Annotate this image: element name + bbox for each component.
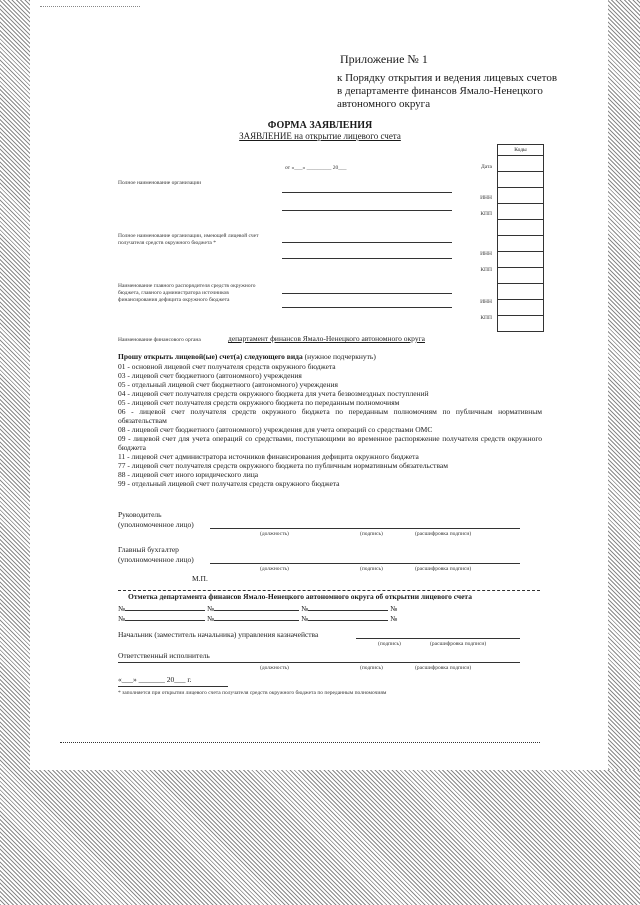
stamp-mark: М.П. <box>192 574 208 583</box>
org-name-label: Полное наименование организации <box>118 180 202 186</box>
num-label: № <box>207 614 215 623</box>
account-type-05b: 05 - лицевой счет получателя средств окружного бюджета по переданным полномочиям <box>118 398 400 407</box>
finance-body-label: Наименование финансового органа <box>118 337 201 343</box>
form-title: ФОРМА ЗАЯВЛЕНИЯ <box>267 120 373 131</box>
head-label-2: (уполномоченное лицо) <box>118 520 194 529</box>
recipient-label: Полное наименование организации, имеющей лицевой счет получателя средств окружного бюджета * <box>118 233 259 246</box>
head-caption-decode: (расшифровка подписи) <box>415 531 472 537</box>
code-label-kpp-1: КПП <box>480 211 492 217</box>
account-type-11: 11 - лицевой счет администратора источников финансирования дефицита окружного бюджета <box>118 452 419 461</box>
account-type-77: 77 - лицевой счет получателя средств окружного бюджета по публичным нормативным обязательствам <box>118 461 448 470</box>
code-cell-kpp-2[interactable] <box>498 252 543 268</box>
num-row-2 <box>118 614 397 624</box>
chief-caption-signature: (подпись) <box>378 641 401 647</box>
appendix-body: к Порядку открытия и ведения лицевых счетов в департаменте финансов Ямало-Ненецкого автономного округа <box>337 72 558 110</box>
code-cell-inn-3[interactable] <box>498 284 543 300</box>
num-label: № <box>118 614 126 623</box>
account-type-05a: 05 - отдельный лицевой счет бюджетного (автономного) учреждения <box>118 380 338 389</box>
account-type-08: 08 - лицевой счет бюджетного (автономного) учреждения для учета операций со средствами ОМС <box>118 425 433 434</box>
code-cell-blank-3[interactable] <box>498 268 543 284</box>
code-cell-blank[interactable] <box>498 172 543 188</box>
bottom-dotted-rule <box>60 742 540 743</box>
footnote: * заполняется при открытии лицевого счета получателя средств окружного бюджета по переданным полномочиям <box>118 690 387 696</box>
account-type-list <box>118 362 542 488</box>
executor-caption-position: (должность) <box>260 665 289 671</box>
code-cell-blank-2[interactable] <box>498 220 543 236</box>
head-caption-position: (должность) <box>260 531 289 537</box>
request-intro: Прошу открыть лицевой(ые) счет(а) следующего вида <box>118 352 303 361</box>
account-type-01: 01 - основной лицевой счет получателя средств окружного бюджета <box>118 362 336 371</box>
head-caption-signature: (подпись) <box>360 531 383 537</box>
code-label-inn-1: ИНН <box>480 195 492 201</box>
page-border-bottom <box>0 770 640 905</box>
accountant-label-1: Главный бухгалтер <box>118 545 179 554</box>
codes-header: Коды <box>498 145 543 156</box>
code-cell-date[interactable] <box>498 156 543 172</box>
account-type-04: 04 - лицевой счет получателя средств окружного бюджета для учета безвозмездных поступлений <box>118 389 429 398</box>
account-type-09: 09 - лицевой счет для учета операций со средствами, поступающими во временное распоряжение получателя средств окружного бюджета <box>118 434 542 452</box>
request-hint: (нужное подчеркнуть) <box>304 352 376 361</box>
account-type-03: 03 - лицевой счет бюджетного (автономного) учреждения <box>118 371 302 380</box>
code-cell-kpp-3[interactable] <box>498 300 543 316</box>
appendix-title: Приложение № 1 <box>340 52 428 66</box>
num-row-1 <box>118 604 397 614</box>
request-line <box>118 352 376 362</box>
executor-label: Ответственный исполнитель <box>118 651 210 660</box>
executor-caption-signature: (подпись) <box>360 665 383 671</box>
code-label-inn-3: ИНН <box>480 299 492 305</box>
code-cell-blank-4[interactable] <box>498 316 543 332</box>
top-dotted-rule <box>40 6 140 7</box>
num-label: № <box>118 604 126 613</box>
code-cell-inn-2[interactable] <box>498 236 543 252</box>
account-type-88: 88 - лицевой счет иного юридического лица <box>118 470 259 479</box>
code-cell-kpp-1[interactable] <box>498 204 543 220</box>
codes-table <box>497 144 544 332</box>
chief-label: Начальник (заместитель начальника) управления казначейства <box>118 630 319 639</box>
finance-body-value: департамент финансов Ямало-Ненецкого автономного округа <box>228 334 425 343</box>
num-label: № <box>390 614 398 623</box>
form-subtitle: ЗАЯВЛЕНИЕ на открытие лицевого счета <box>239 131 401 141</box>
manager-label: Наименование главного распорядителя средств окружного бюджета, главного администратора источников финансирования дефицита окружного бюджета <box>118 283 256 303</box>
executor-caption-decode: (расшифровка подписи) <box>415 665 472 671</box>
num-label: № <box>207 604 215 613</box>
code-label-inn-2: ИНН <box>480 251 492 257</box>
accountant-caption-position: (должность) <box>260 566 289 572</box>
accountant-caption-signature: (подпись) <box>360 566 383 572</box>
accountant-label-2: (уполномоченное лицо) <box>118 555 194 564</box>
num-label: № <box>301 604 309 613</box>
num-label: № <box>390 604 398 613</box>
account-type-99: 99 - отдельный лицевой счет получателя средств окружного бюджета <box>118 479 340 488</box>
code-label-kpp-2: КПП <box>480 267 492 273</box>
code-cell-inn-1[interactable] <box>498 188 543 204</box>
mark-date: «___» _______ 20___ г. <box>118 675 192 684</box>
account-type-06: 06 - лицевой счет получателя средств окружного бюджета по переданным полномочиям по публичным нормативным обязательствам <box>118 407 542 425</box>
date-line: от «___» _________ 20___ <box>285 165 347 171</box>
num-label: № <box>301 614 309 623</box>
dept-mark-title: Отметка департамента финансов Ямало-Ненецкого автономного округа об открытии лицевого счета <box>128 592 472 601</box>
code-label-date: Дата <box>481 164 492 170</box>
accountant-caption-decode: (расшифровка подписи) <box>415 566 472 572</box>
chief-caption-decode: (расшифровка подписи) <box>430 641 487 647</box>
head-label-1: Руководитель <box>118 510 162 519</box>
code-label-kpp-3: КПП <box>480 315 492 321</box>
